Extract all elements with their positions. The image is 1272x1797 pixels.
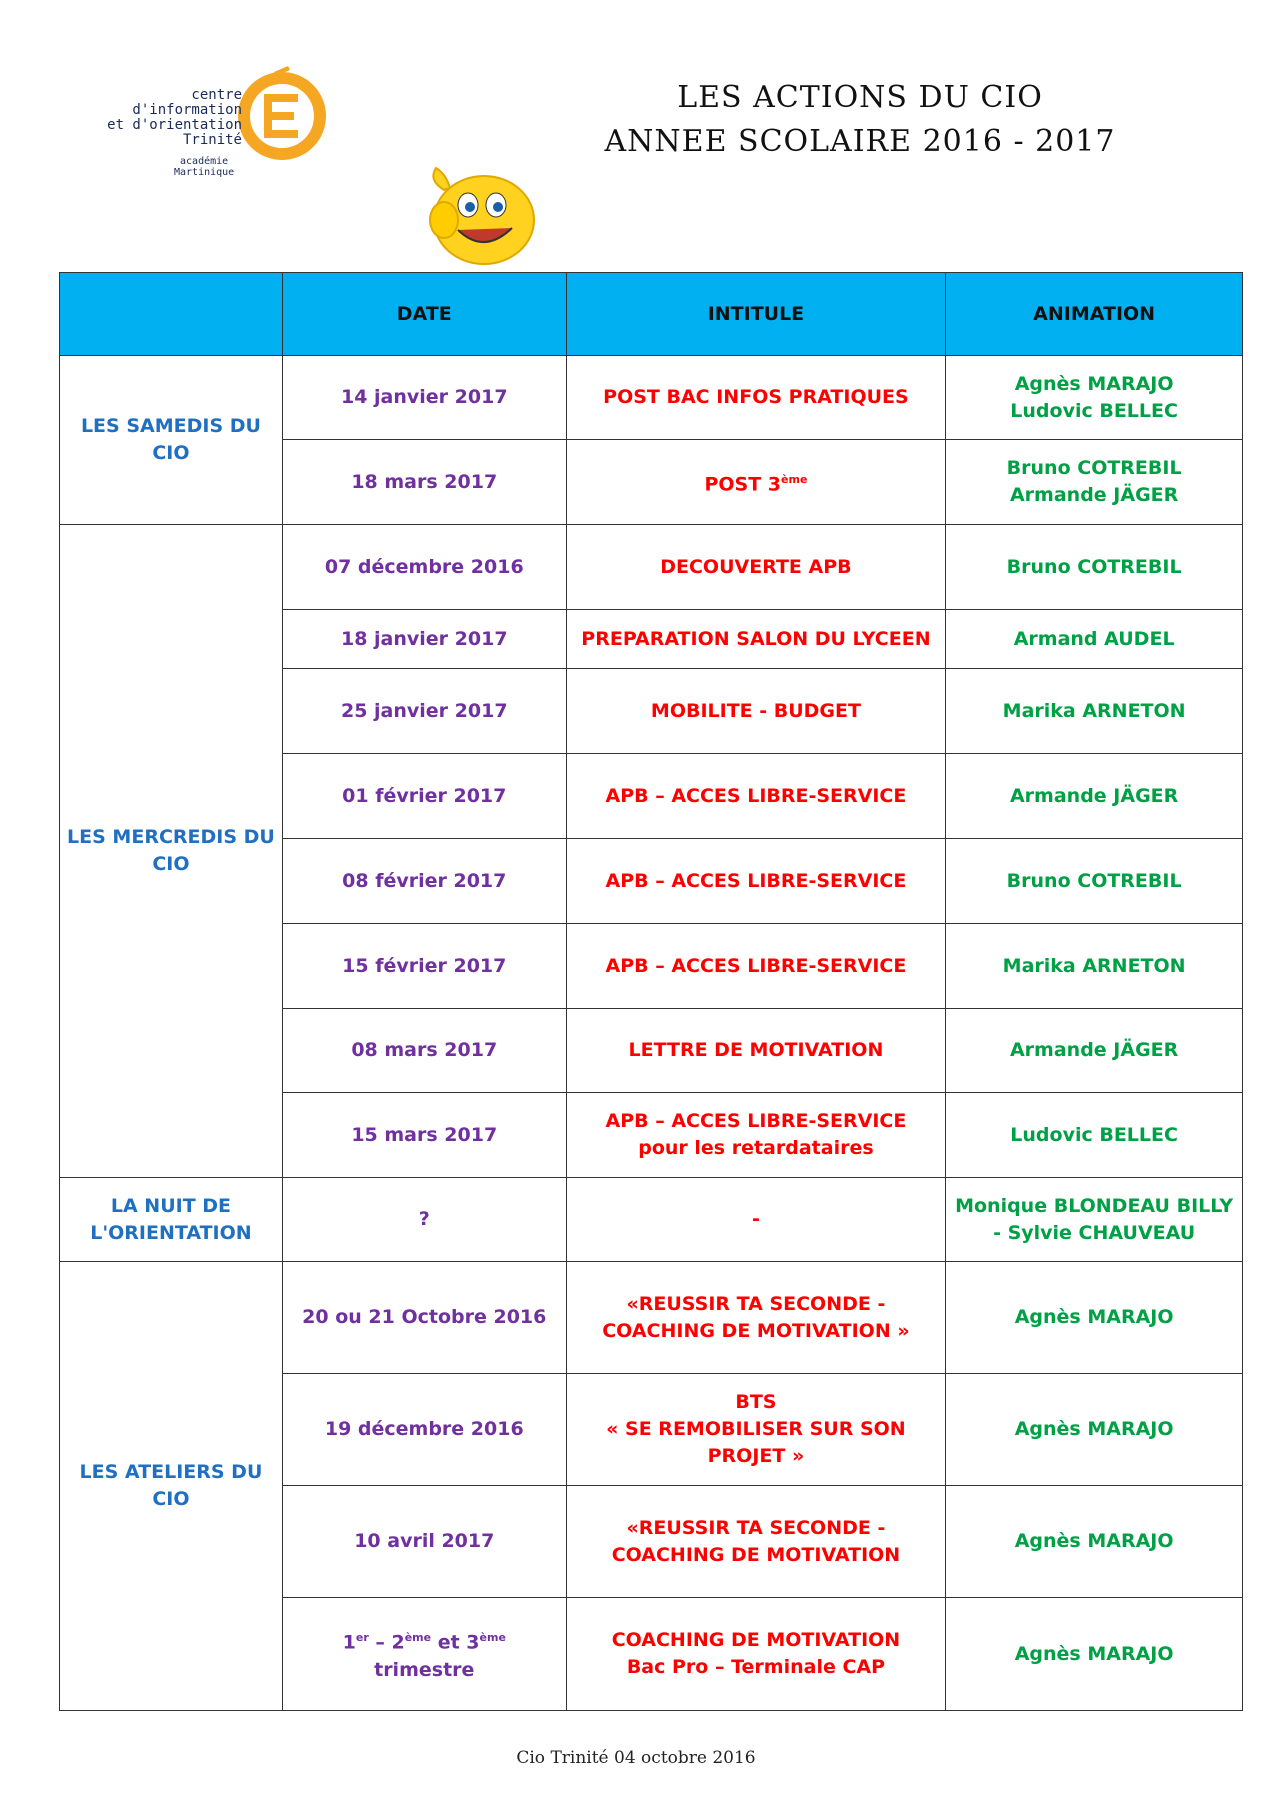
date-cell: 20 ou 21 Octobre 2016 [282, 1262, 566, 1374]
intitule-cell: MOBILITE - BUDGET [566, 669, 946, 754]
date-cell: 08 février 2017 [282, 839, 566, 924]
date-cell: 25 janvier 2017 [282, 669, 566, 754]
table-row [60, 1178, 1243, 1262]
animation-cell: Agnès MARAJO Ludovic BELLEC [946, 356, 1243, 440]
date-cell: 07 décembre 2016 [282, 525, 566, 610]
date-cell: 18 janvier 2017 [282, 610, 566, 669]
intitule-cell: POST 3ème [566, 440, 946, 525]
header-intitule: INTITULE [566, 273, 946, 356]
intitule-cell: BTS « SE REMOBILISER SUR SON PROJET » [566, 1374, 946, 1486]
intitule-cell: POST BAC INFOS PRATIQUES [566, 356, 946, 440]
intitule-cell: APB – ACCES LIBRE-SERVICE [566, 924, 946, 1009]
animation-cell: Ludovic BELLEC [946, 1093, 1243, 1178]
smiley-thumbs-up-icon [388, 160, 568, 270]
section-ateliers: LES ATELIERS DU CIO [60, 1262, 283, 1711]
page-subtitle: ANNEE SCOLAIRE 2016 - 2017 [604, 124, 1116, 159]
header-animation: ANIMATION [946, 273, 1243, 356]
actions-table [59, 272, 1243, 1711]
page-title: LES ACTIONS DU CIO [677, 80, 1043, 115]
section-nuit: LA NUIT DE L'ORIENTATION [60, 1178, 283, 1262]
animation-cell: Bruno COTREBIL [946, 525, 1243, 610]
intitule-cell: APB – ACCES LIBRE-SERVICE [566, 839, 946, 924]
table-row [60, 356, 1243, 440]
animation-cell: Monique BLONDEAU BILLY - Sylvie CHAUVEAU [946, 1178, 1243, 1262]
date-cell: 08 mars 2017 [282, 1009, 566, 1093]
animation-cell: Marika ARNETON [946, 669, 1243, 754]
date-cell: 15 février 2017 [282, 924, 566, 1009]
animation-cell: Bruno COTREBIL [946, 839, 1243, 924]
intitule-cell: «REUSSIR TA SECONDE - COACHING DE MOTIVATION [566, 1486, 946, 1598]
animation-cell: Armande JÄGER [946, 754, 1243, 839]
date-cell: 1er – 2ème et 3ème trimestre [282, 1598, 566, 1711]
logo-e-icon [230, 66, 330, 166]
intitule-cell: «REUSSIR TA SECONDE - COACHING DE MOTIVATION » [566, 1262, 946, 1374]
intitule-cell: APB – ACCES LIBRE-SERVICE pour les retardataires [566, 1093, 946, 1178]
intitule-cell: - [566, 1178, 946, 1262]
intitule-cell: DECOUVERTE APB [566, 525, 946, 610]
intitule-cell: PREPARATION SALON DU LYCEEN [566, 610, 946, 669]
footer-text: Cio Trinité 04 octobre 2016 [516, 1748, 756, 1768]
section-samedis: LES SAMEDIS DU CIO [60, 356, 283, 525]
date-cell: 01 février 2017 [282, 754, 566, 839]
date-cell: 14 janvier 2017 [282, 356, 566, 440]
table-header-row [60, 273, 1243, 356]
date-cell: 15 mars 2017 [282, 1093, 566, 1178]
logo-subtext: académie Martinique [174, 156, 235, 178]
animation-cell: Armande JÄGER [946, 1009, 1243, 1093]
header-date: DATE [282, 273, 566, 356]
date-cell: 19 décembre 2016 [282, 1374, 566, 1486]
logo-text: centre d'information et d'orientation Trinité [107, 87, 242, 148]
section-mercredis: LES MERCREDIS DU CIO [60, 525, 283, 1178]
table-row [60, 1262, 1243, 1374]
intitule-cell: LETTRE DE MOTIVATION [566, 1009, 946, 1093]
animation-cell: Armand AUDEL [946, 610, 1243, 669]
intitule-cell: COACHING DE MOTIVATION Bac Pro – Terminale CAP [566, 1598, 946, 1711]
date-cell: 10 avril 2017 [282, 1486, 566, 1598]
animation-cell: Marika ARNETON [946, 924, 1243, 1009]
table-row [60, 525, 1243, 610]
cio-logo [82, 66, 312, 176]
date-cell: ? [282, 1178, 566, 1262]
animation-cell: Agnès MARAJO [946, 1598, 1243, 1711]
header-section [60, 273, 283, 356]
date-cell: 18 mars 2017 [282, 440, 566, 525]
animation-cell: Bruno COTREBIL Armande JÄGER [946, 440, 1243, 525]
intitule-cell: APB – ACCES LIBRE-SERVICE [566, 754, 946, 839]
animation-cell: Agnès MARAJO [946, 1374, 1243, 1486]
animation-cell: Agnès MARAJO [946, 1486, 1243, 1598]
animation-cell: Agnès MARAJO [946, 1262, 1243, 1374]
